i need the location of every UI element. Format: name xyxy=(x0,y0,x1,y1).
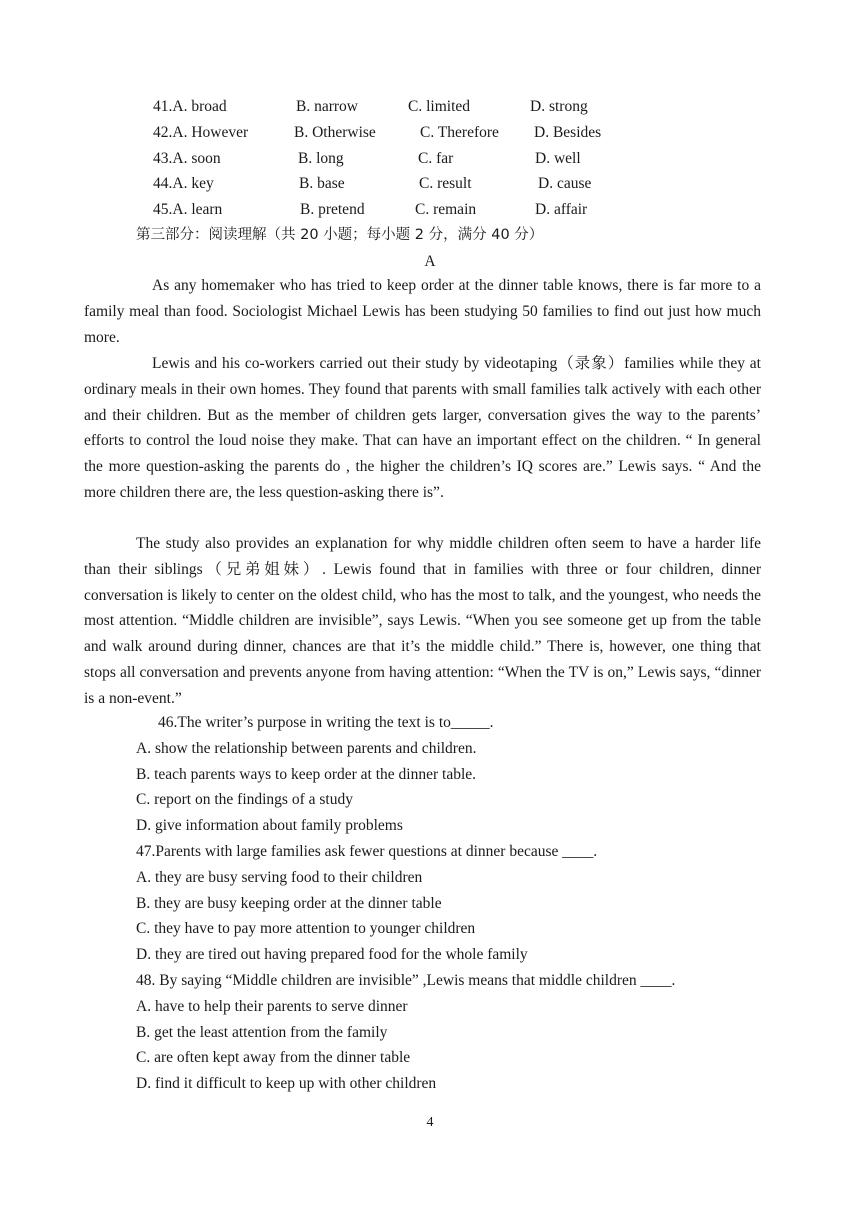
question-option: D. find it difficult to keep up with other children xyxy=(136,1075,437,1093)
passage-paragraph: Lewis and his co-workers carried out their study by videotaping（录象）families while they at ordinary meals in their own homes. They found that parents with small families talk actively with each other and their children. But as the member of children gets larger, conversation gives the way to the parents’ efforts to control the loud noise they make. That can have an important effect on the children. “ In general the more question-asking the parents do , the higher the children’s IQ scores are.” Lewis says. “ And the more children there are, the less question-asking there is”. xyxy=(84,355,761,501)
option-44-d: D. cause xyxy=(538,175,592,193)
question-stem-47: 47.Parents with large families ask fewer questions at dinner because ____. xyxy=(136,842,598,860)
section-heading: 第三部分：阅读理解（共 20 小题；每小题 2 分，满分 40 分） xyxy=(136,227,544,243)
question-option: C. report on the findings of a study xyxy=(136,791,353,809)
option-45-c: C. remain xyxy=(415,201,477,219)
option-44-a: 44.A. key xyxy=(153,175,214,193)
option-42-a: 42.A. However xyxy=(153,123,249,141)
option-44-c: C. result xyxy=(419,175,472,193)
option-45-b: B. pretend xyxy=(300,201,365,219)
option-42-d: D. Besides xyxy=(534,123,602,141)
question-option: B. they are busy keeping order at the dinner table xyxy=(136,894,442,912)
question-stem-48: 48. By saying “Middle children are invisible” ,Lewis means that middle children ____. xyxy=(136,971,676,989)
option-43-a: 43.A. soon xyxy=(153,149,221,167)
option-42-c: C. Therefore xyxy=(420,123,499,141)
option-43-c: C. far xyxy=(418,149,454,167)
option-43-b: B. long xyxy=(298,149,344,167)
option-42-b: B. Otherwise xyxy=(294,123,376,141)
option-44-b: B. base xyxy=(299,175,345,193)
question-option: A. have to help their parents to serve dinner xyxy=(136,997,408,1015)
passage-paragraph: As any homemaker who has tried to keep order at the dinner table knows, there is far more to a family meal than food. Sociologist Michael Lewis has been studying 50 families to find out just how much more. xyxy=(84,277,761,346)
question-option: D. give information about family problems xyxy=(136,817,403,835)
question-option: A. show the relationship between parents and children. xyxy=(136,739,477,757)
question-list xyxy=(136,710,675,1097)
option-45-a: 45.A. learn xyxy=(153,201,223,219)
option-41-a: 41.A. broad xyxy=(153,98,227,115)
question-option: D. they are tired out having prepared food for the whole family xyxy=(136,946,528,964)
question-option: B. get the least attention from the family xyxy=(136,1023,388,1041)
option-41-d: D. strong xyxy=(530,98,588,115)
question-stem-46: 46.The writer’s purpose in writing the text is to_____. xyxy=(158,714,494,731)
passage-paragraph: The study also provides an explanation for why middle children often seem to have a harder life than their siblings（兄弟姐妹）. Lewis found that in families with three or four children, dinner conversation is likely to center on the oldest child, who has the most to talk, and the youngest, who needs the most attention. “Middle children are invisible”, says Lewis. “When you see someone get up from the table and walk around during dinner, chances are that it’s the middle child.” There is, however, one thing that stops all conversation and prevents anyone from having attention: “When the TV is on,” Lewis says, “dinner is a non-event.” xyxy=(84,535,761,707)
passage-label: A xyxy=(424,253,436,270)
question-option: C. are often kept away from the dinner table xyxy=(136,1049,411,1067)
question-option: B. teach parents ways to keep order at the dinner table. xyxy=(136,765,477,783)
option-41-c: C. limited xyxy=(408,98,470,115)
page-number: 4 xyxy=(426,1115,434,1130)
option-45-d: D. affair xyxy=(535,201,588,219)
option-43-d: D. well xyxy=(535,149,581,167)
option-41-b: B. narrow xyxy=(296,98,358,115)
question-option: A. they are busy serving food to their children xyxy=(136,868,423,886)
question-option: C. they have to pay more attention to younger children xyxy=(136,920,476,938)
